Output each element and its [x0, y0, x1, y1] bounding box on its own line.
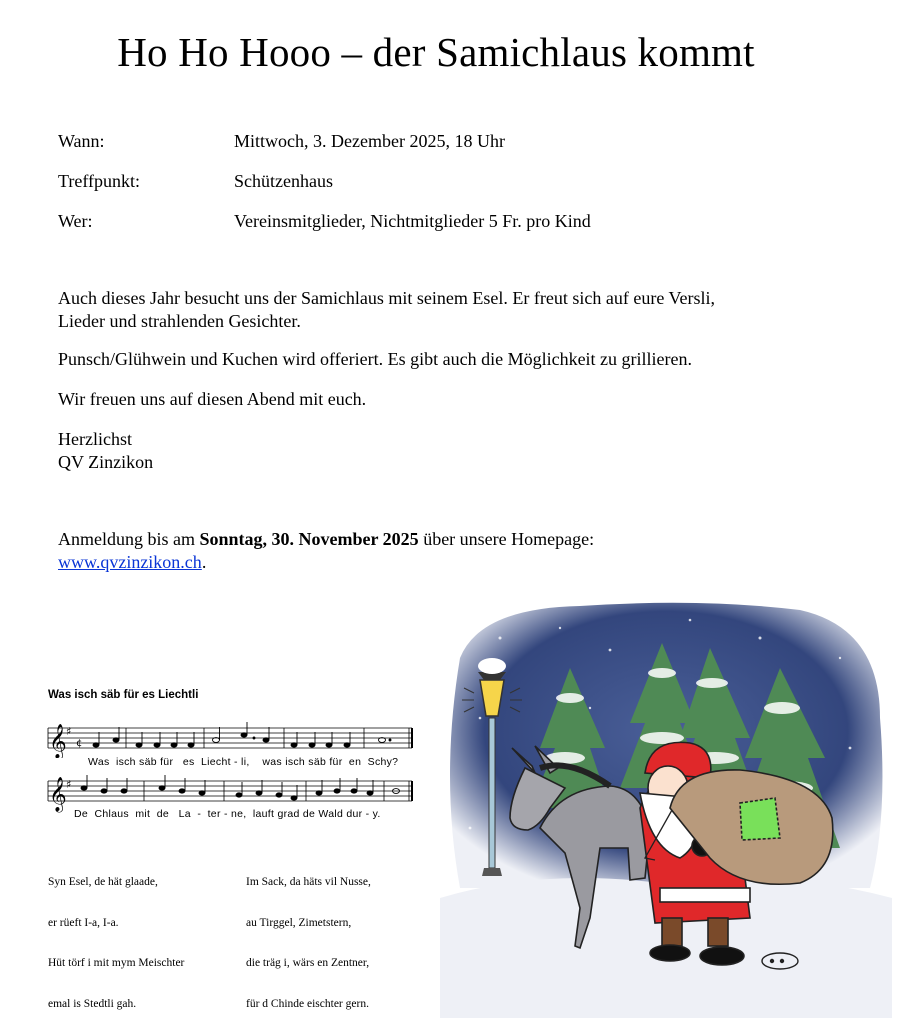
- svg-text:𝄞: 𝄞: [49, 724, 67, 758]
- verse-line: er rüeft I-a, I-a.: [48, 916, 119, 929]
- intro-line-1: Auch dieses Jahr besucht uns der Samichlaus mit seinem Esel. Er freut sich auf eure Versli,: [58, 288, 715, 308]
- info-value: Schützenhaus: [234, 171, 333, 191]
- svg-text:♯: ♯: [66, 778, 72, 791]
- registration-prefix: Anmeldung bis am: [58, 529, 200, 549]
- link-period: .: [201, 552, 207, 572]
- info-label: Wer:: [58, 211, 93, 231]
- info-label: Wann:: [58, 131, 105, 151]
- info-value: Mittwoch, 3. Dezember 2025, 18 Uhr: [234, 131, 505, 151]
- info-label: Treffpunkt:: [58, 171, 141, 191]
- verse-line: au Tirggel, Zimetstern,: [246, 916, 352, 929]
- verse-right: [246, 849, 371, 1025]
- song-title: Was isch säb für es Liechtli: [48, 689, 199, 701]
- page-title: Ho Ho Hooo – der Samichlaus kommt: [117, 29, 755, 75]
- closing-paragraph: Wir freuen uns auf diesen Abend mit euch.: [58, 389, 367, 409]
- registration-paragraph: [58, 528, 818, 574]
- registration-suffix: über unsere Homepage:: [418, 529, 595, 549]
- verse-line: emal is Stedtli gah.: [48, 997, 137, 1010]
- santa-donkey-illustration: [440, 598, 892, 1018]
- svg-text:¢: ¢: [76, 738, 83, 749]
- svg-text:♯: ♯: [66, 725, 72, 738]
- signature: QV Zinzikon: [58, 452, 154, 472]
- verse-line: für d Chinde eischter gern.: [246, 997, 369, 1010]
- info-value: Vereinsmitglieder, Nichtmitglieder 5 Fr. pro Kind: [234, 211, 591, 231]
- verse-line: Im Sack, da häts vil Nusse,: [246, 876, 371, 888]
- svg-text:𝄞: 𝄞: [49, 777, 67, 812]
- music-staff-1: [44, 718, 416, 758]
- registration-deadline: Sonntag, 30. November 2025: [199, 529, 419, 549]
- verse-line: Hüt törf i mit mym Meischter: [48, 957, 185, 969]
- lyric-line-1: Was isch säb für es Liecht - li, was isch säb für en Schy?: [88, 756, 399, 768]
- intro-paragraph: [58, 287, 818, 333]
- intro-line-2: Lieder und strahlenden Gesichter.: [58, 311, 301, 331]
- signature-block: [58, 428, 818, 474]
- closing-greeting: Herzlichst: [58, 429, 132, 449]
- verse-left: [48, 849, 184, 1025]
- verse-line: die träg i, wärs en Zentner,: [246, 957, 370, 969]
- homepage-link[interactable]: www.qvzinzikon.ch: [58, 552, 202, 572]
- lyric-line-2: De Chlaus mit de La - ter - ne, lauft grad de Wald dur - y.: [74, 808, 381, 820]
- music-staff-2: [44, 773, 416, 813]
- refreshments-paragraph: Punsch/Glühwein und Kuchen wird offeriert. Es gibt auch die Möglichkeit zu grillieren.: [58, 349, 693, 369]
- verse-line: Syn Esel, de hät glaade,: [48, 876, 158, 888]
